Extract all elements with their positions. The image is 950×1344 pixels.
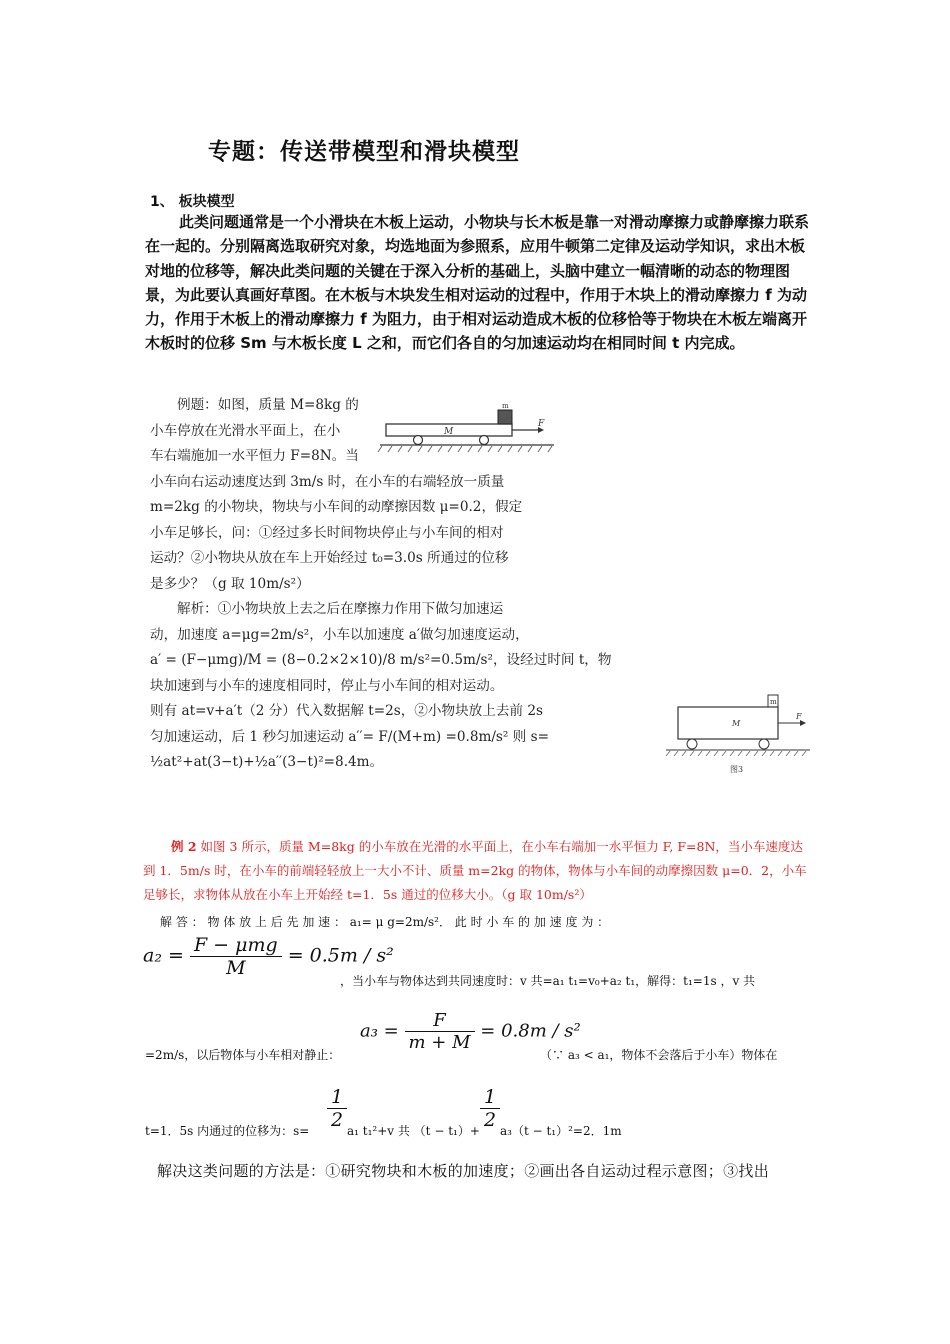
eq-a3-lhs: a₃ = (360, 1020, 399, 1042)
page-title: 专题：传送带模型和滑块模型 (208, 139, 520, 165)
intro-paragraph (145, 210, 810, 356)
ex1-line: 小车向右运动速度达到 3m/s 时，在小车的右端轻放一质量 (150, 473, 505, 490)
ex1-line: 则有 at=v+a′t（2 分）代入数据解 t=2s，②小物块放上去前 2s (150, 703, 543, 719)
fig1-mass-big: M (444, 427, 454, 437)
disp-prefix: t=1．5s 内通过的位移为：s= (145, 1124, 310, 1138)
half-den: 2 (484, 1109, 497, 1131)
answer-intro: 解 答 ： 物 体 放 上 后 先 加 速 ： a₁= μ g=2m/s²． 此 时 小 车 的 加 速 度 为 ： (160, 915, 610, 929)
method-text: 解决这类问题的方法是：①研究物块和木板的加速度；②画出各自运动过程示意图；③找出 (157, 1162, 770, 1180)
ex1-line: 小车足够长，问：①经过多长时间物块停止与小车间的相对 (150, 524, 504, 541)
fig3-mass-big: M (732, 719, 741, 728)
ex1-line: 例题：如图，质量 M=8kg 的 (177, 397, 359, 413)
after-rest: =2m/s，以后物体与小车相对静止： (145, 1048, 341, 1062)
eq-a2-fraction (190, 934, 282, 979)
half-1 (327, 1086, 347, 1131)
intro-text: 此类问题通常是一个小滑块在木板上运动，小物块与长木板是靠一对滑动摩擦力或静摩擦力联系在一起的。分别隔离选取研究对象，均选地面为参照系，应用牛顿第二定律及运动学知识，求出木板对地的位移等，解决此类问题的关键在于深入分析的基础上，头脑中建立一幅清晰的动态的物理图景，为此要认真画好草图。在木板与木块发生相对运动的过程中，作用于木块上的滑动摩擦力 f 为动力，作用于木板上的滑动摩擦力 f 为阻力，由于相对运动造成木板的位移恰等于物块在木板左端离开木板时的位移 Sm 与木板长度 L 之和，而它们各自的匀加速运动均在相同时间 t 内完成。 (145, 213, 810, 353)
ex1-line: 匀加速运动，后 1 秒匀加速运动 a′′= F/(M+m) =0.8m/s² 则 s= (150, 728, 549, 745)
half-den: 2 (331, 1109, 344, 1131)
eq-a2-rhs: = 0.5m / s² (287, 944, 394, 967)
example2-problem: 如图 3 所示，质量 M=8kg 的小车放在光滑的水平面上，在小车右端加一水平恒力 F, F=8N，当小车速度达到 1．5m/s 时，在小车的前端轻轻放上一大小不计、质量 m=2kg 的物体，物体与小车间的动摩擦因数 μ=0．2，小车足够长，求物体从放在小车上开始经 t=1．5s 通过的位移大小。（g 取 10m/s²） (143, 839, 807, 902)
disp-mid: a₁ t₁²+v 共 （t − t₁）+ (347, 1124, 480, 1138)
cart-figure-1 (378, 400, 558, 460)
eq-a2-num: F − μmg (190, 934, 282, 957)
ex1-line: m=2kg 的小物块，物块与小车间的动摩擦因数 μ=0.2，假定 (150, 499, 523, 515)
ex1-line: ½at²+at(3−t)+½a′′(3−t)²=8.4m。 (150, 754, 384, 770)
eq-a2-lhs: a₂ = (143, 944, 184, 967)
fig3-force: F (796, 712, 802, 721)
ex1-line: 动，加速度 a=μg=2m/s²，小车以加速度 a′做匀加速度运动， (150, 626, 529, 643)
fig3-mass-small: m (770, 698, 777, 706)
fig1-mass-small: m (502, 402, 509, 410)
ex1-line: 解析：①小物块放上去之后在摩擦力作用下做匀加速运 (177, 601, 504, 617)
reason-text: （∵ a₃ < a₁，物体不会落后于小车）物体在 (540, 1048, 778, 1062)
common-speed: ，当小车与物体达到共同速度时：v 共=a₁ t₁=v₀+a₂ t₁，解得：t₁=1s ，v 共 (340, 974, 756, 988)
eq-a3-num: F (405, 1010, 475, 1032)
ex1-line: a′ = (F−μmg)/M = (8−0.2×2×10)/8 m/s²=0.5m/s²，设经过时间 t，物 (150, 652, 612, 668)
half-num: 1 (327, 1086, 347, 1109)
ex1-line: 运动？②小物块从放在车上开始经过 t₀=3.0s 所通过的位移 (150, 550, 509, 566)
eq-a3-fraction (405, 1010, 475, 1053)
half-2 (480, 1086, 500, 1131)
eq-a3-den: m + M (408, 1032, 471, 1053)
fig3-caption: 图3 (730, 765, 744, 774)
ex1-line: 是多少？（g 取 10m/s²） (150, 575, 310, 592)
disp-end: a₃（t − t₁）²=2．1m (500, 1124, 622, 1138)
ex1-line: 车右端施加一水平恒力 F=8N。当 (150, 448, 359, 464)
half-num: 1 (480, 1086, 500, 1109)
example2-label: 例 2 (171, 839, 197, 854)
ex1-line: 块加速到与小车的速度相同时，停止与小车间的相对运动。 (150, 677, 504, 694)
section-heading: 1、 板块模型 (150, 194, 235, 210)
eq-a2-den: M (226, 957, 246, 979)
example2-text (143, 835, 813, 907)
eq-a3-rhs: = 0.8m / s² (480, 1020, 581, 1042)
cart-figure-3 (664, 690, 814, 780)
fig1-force: F (538, 419, 545, 429)
ex1-line: 小车停放在光滑水平面上，在小 (150, 422, 341, 439)
